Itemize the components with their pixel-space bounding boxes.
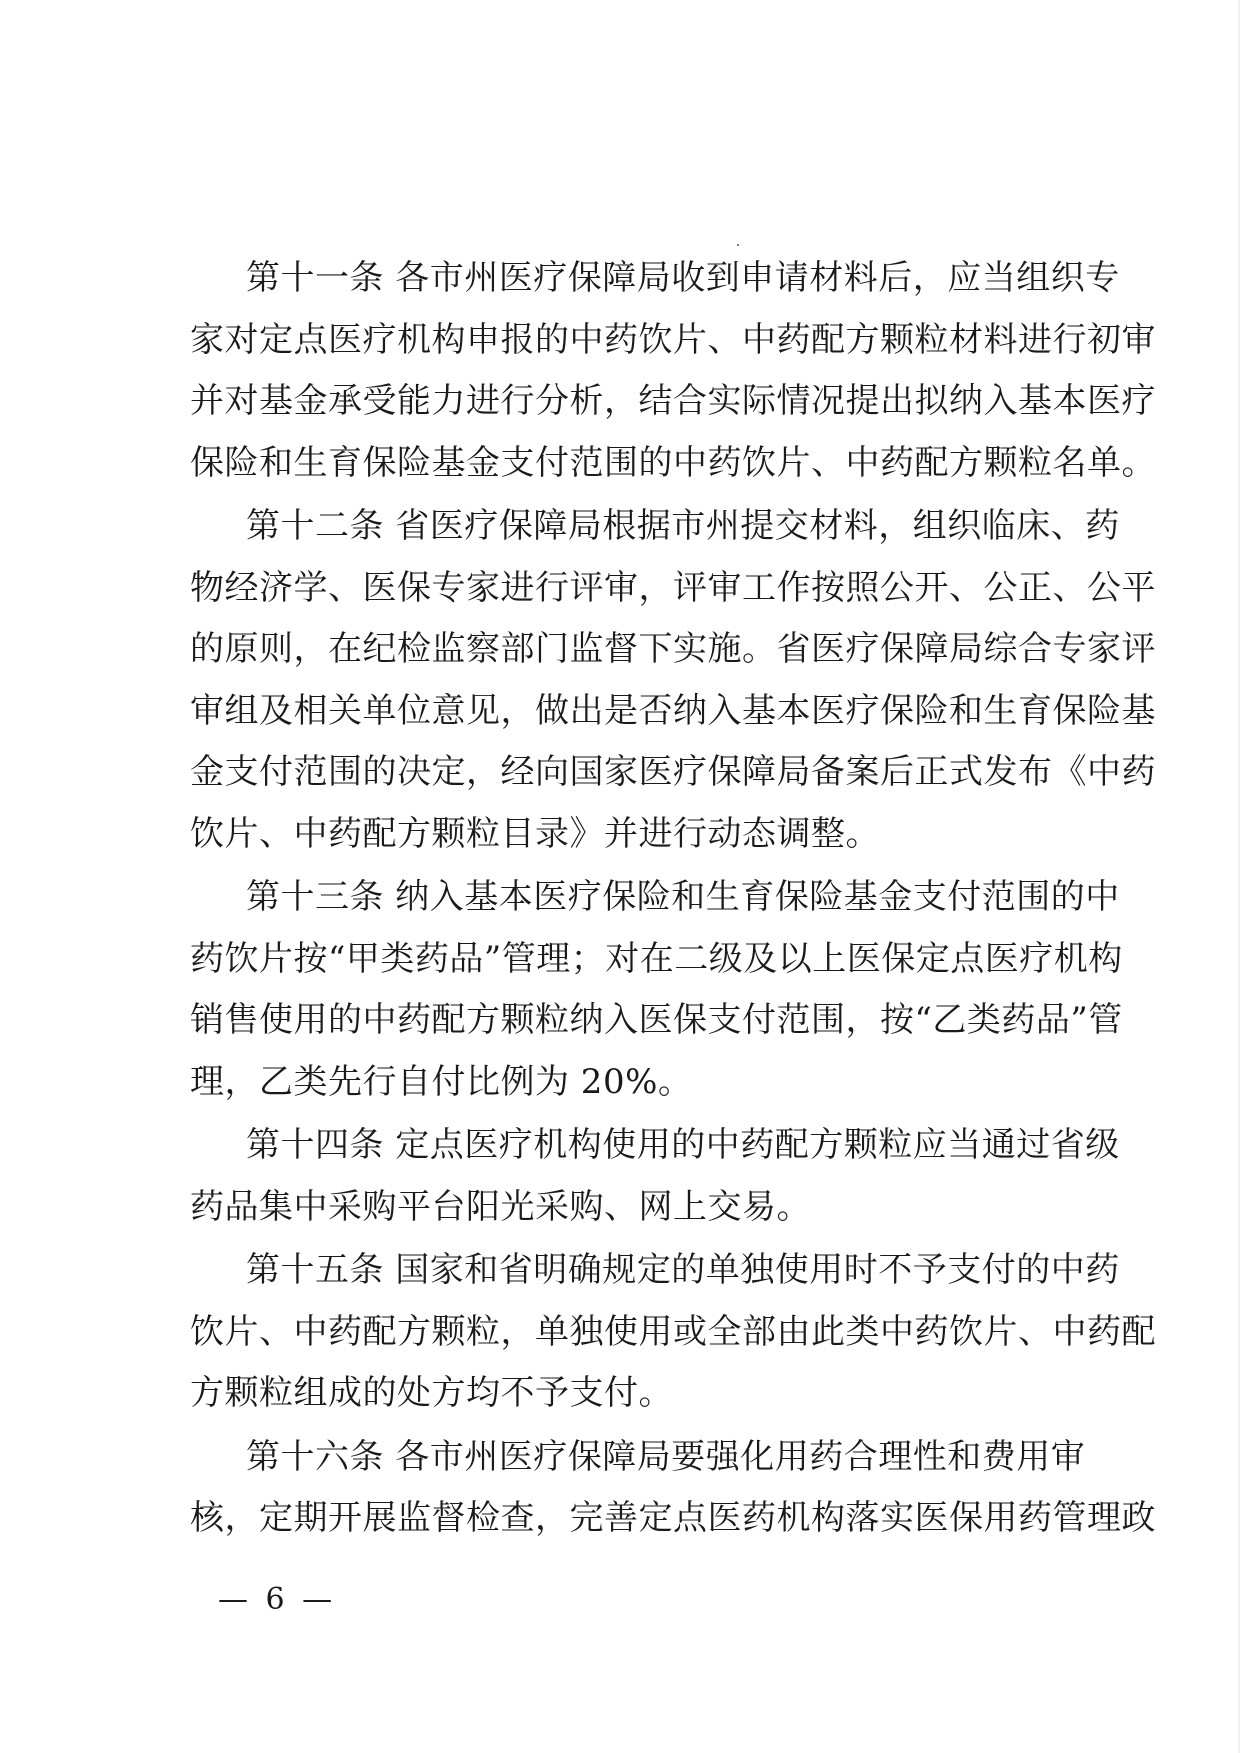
scan-speck xyxy=(737,244,739,246)
article-16-paragraph xyxy=(190,1427,1156,1550)
article-14-paragraph xyxy=(190,1115,1120,1238)
text-line: 药饮片按“甲类药品”管理；对在二级及以上医保定点医疗机构 xyxy=(190,938,1123,979)
text-line: 物经济学、医保专家进行评审，评审工作按照公开、公正、公平 xyxy=(190,567,1156,608)
page-number: — 6 — xyxy=(218,1582,337,1617)
text-line: 药品集中采购平台阳光采购、网上交易。 xyxy=(190,1186,811,1227)
document-body xyxy=(190,248,1156,1552)
text-line: 方颗粒组成的处方均不予支付。 xyxy=(190,1373,673,1413)
article-13-paragraph xyxy=(190,867,1123,1113)
text-line: 第十一条 各市州医疗保障局收到申请材料后，应当组织专 xyxy=(246,258,1120,298)
article-11-paragraph xyxy=(190,248,1156,494)
text-line: 饮片、中药配方颗粒，单独使用或全部由此类中药饮片、中药配 xyxy=(190,1311,1156,1352)
article-12-paragraph xyxy=(190,496,1156,865)
text-line: 并对基金承受能力进行分析，结合实际情况提出拟纳入基本医疗 xyxy=(190,381,1156,421)
text-line: 的原则，在纪检监察部门监督下实施。省医疗保障局综合专家评 xyxy=(190,629,1156,669)
text-line: 第十六条 各市州医疗保障局要强化用药合理性和费用审 xyxy=(246,1436,1086,1477)
article-15-paragraph xyxy=(190,1240,1156,1425)
text-line: 饮片、中药配方颗粒目录》并进行动态调整。 xyxy=(190,813,880,854)
text-line: 第十四条 定点医疗机构使用的中药配方颗粒应当通过省级 xyxy=(246,1125,1120,1165)
text-line: 核，定期开展监督检查，完善定点医药机构落实医保用药管理政 xyxy=(190,1498,1156,1538)
text-line: 第十三条 纳入基本医疗保险和生育保险基金支付范围的中 xyxy=(246,877,1120,917)
text-line: 理，乙类先行自付比例为 20%。 xyxy=(190,1061,693,1102)
text-line: 第十五条 国家和省明确规定的单独使用时不予支付的中药 xyxy=(246,1250,1120,1290)
text-line: 审组及相关单位意见，做出是否纳入基本医疗保险和生育保险基 xyxy=(190,690,1156,731)
text-line: 第十二条 省医疗保障局根据市州提交材料，组织临床、药 xyxy=(246,506,1120,546)
text-line: 保险和生育保险基金支付范围的中药饮片、中药配方颗粒名单。 xyxy=(190,442,1156,483)
text-line: 销售使用的中药配方颗粒纳入医保支付范围，按“乙类药品”管 xyxy=(190,1000,1123,1040)
text-line: 家对定点医疗机构申报的中药饮片、中药配方颗粒材料进行初审 xyxy=(190,319,1156,360)
text-line: 金支付范围的决定，经向国家医疗保障局备案后正式发布《中药 xyxy=(190,752,1156,792)
